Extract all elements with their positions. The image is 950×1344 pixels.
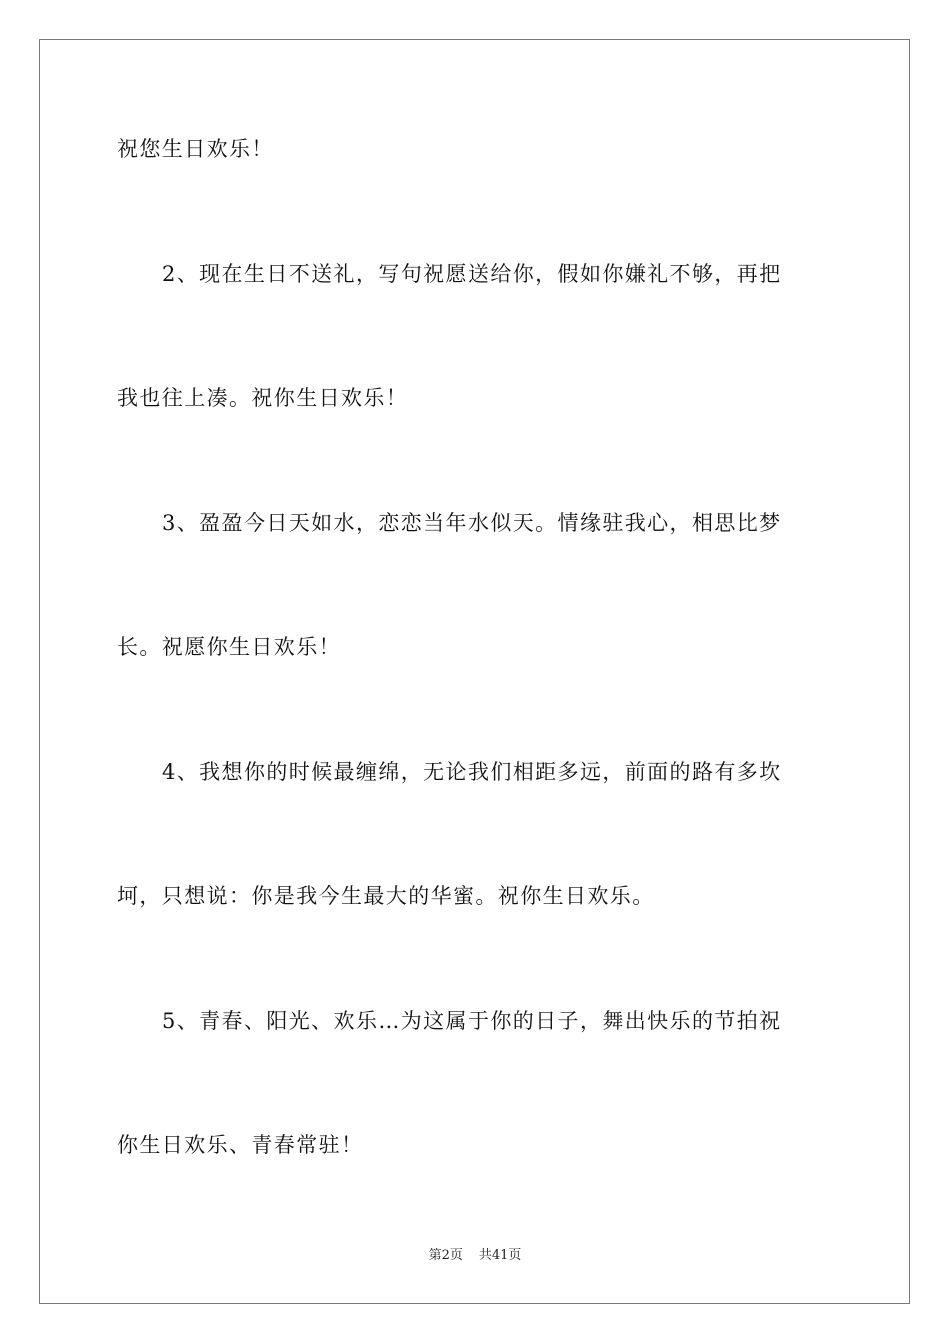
- text-line-item-2: 2、现在生日不送礼，写句祝愿送给你，假如你嫌礼不够，再把: [162, 262, 782, 286]
- page-frame: [39, 39, 910, 1304]
- text-line: 我也往上凑。祝你生日欢乐！: [117, 386, 409, 410]
- page-footer: [0, 1247, 950, 1265]
- text-line-item-4: 4、我想你的时候最缠绵，无论我们相距多远，前面的路有多坎: [162, 760, 782, 784]
- text-line-item-3: 3、盈盈今日天如水，恋恋当年水似天。情缘驻我心，相思比梦: [162, 511, 782, 535]
- total-pages: 共41页: [478, 1248, 522, 1263]
- page-number: 第2页: [428, 1248, 463, 1263]
- text-line: 坷，只想说：你是我今生最大的华蜜。祝你生日欢乐。: [117, 884, 655, 908]
- text-line-item-5: 5、青春、阳光、欢乐…为这属于你的日子，舞出快乐的节拍祝: [162, 1009, 782, 1033]
- text-line: 你生日欢乐、青春常驻！: [117, 1133, 364, 1157]
- text-line: 祝您生日欢乐！: [117, 137, 274, 161]
- text-line: 长。祝愿你生日欢乐！: [117, 635, 341, 659]
